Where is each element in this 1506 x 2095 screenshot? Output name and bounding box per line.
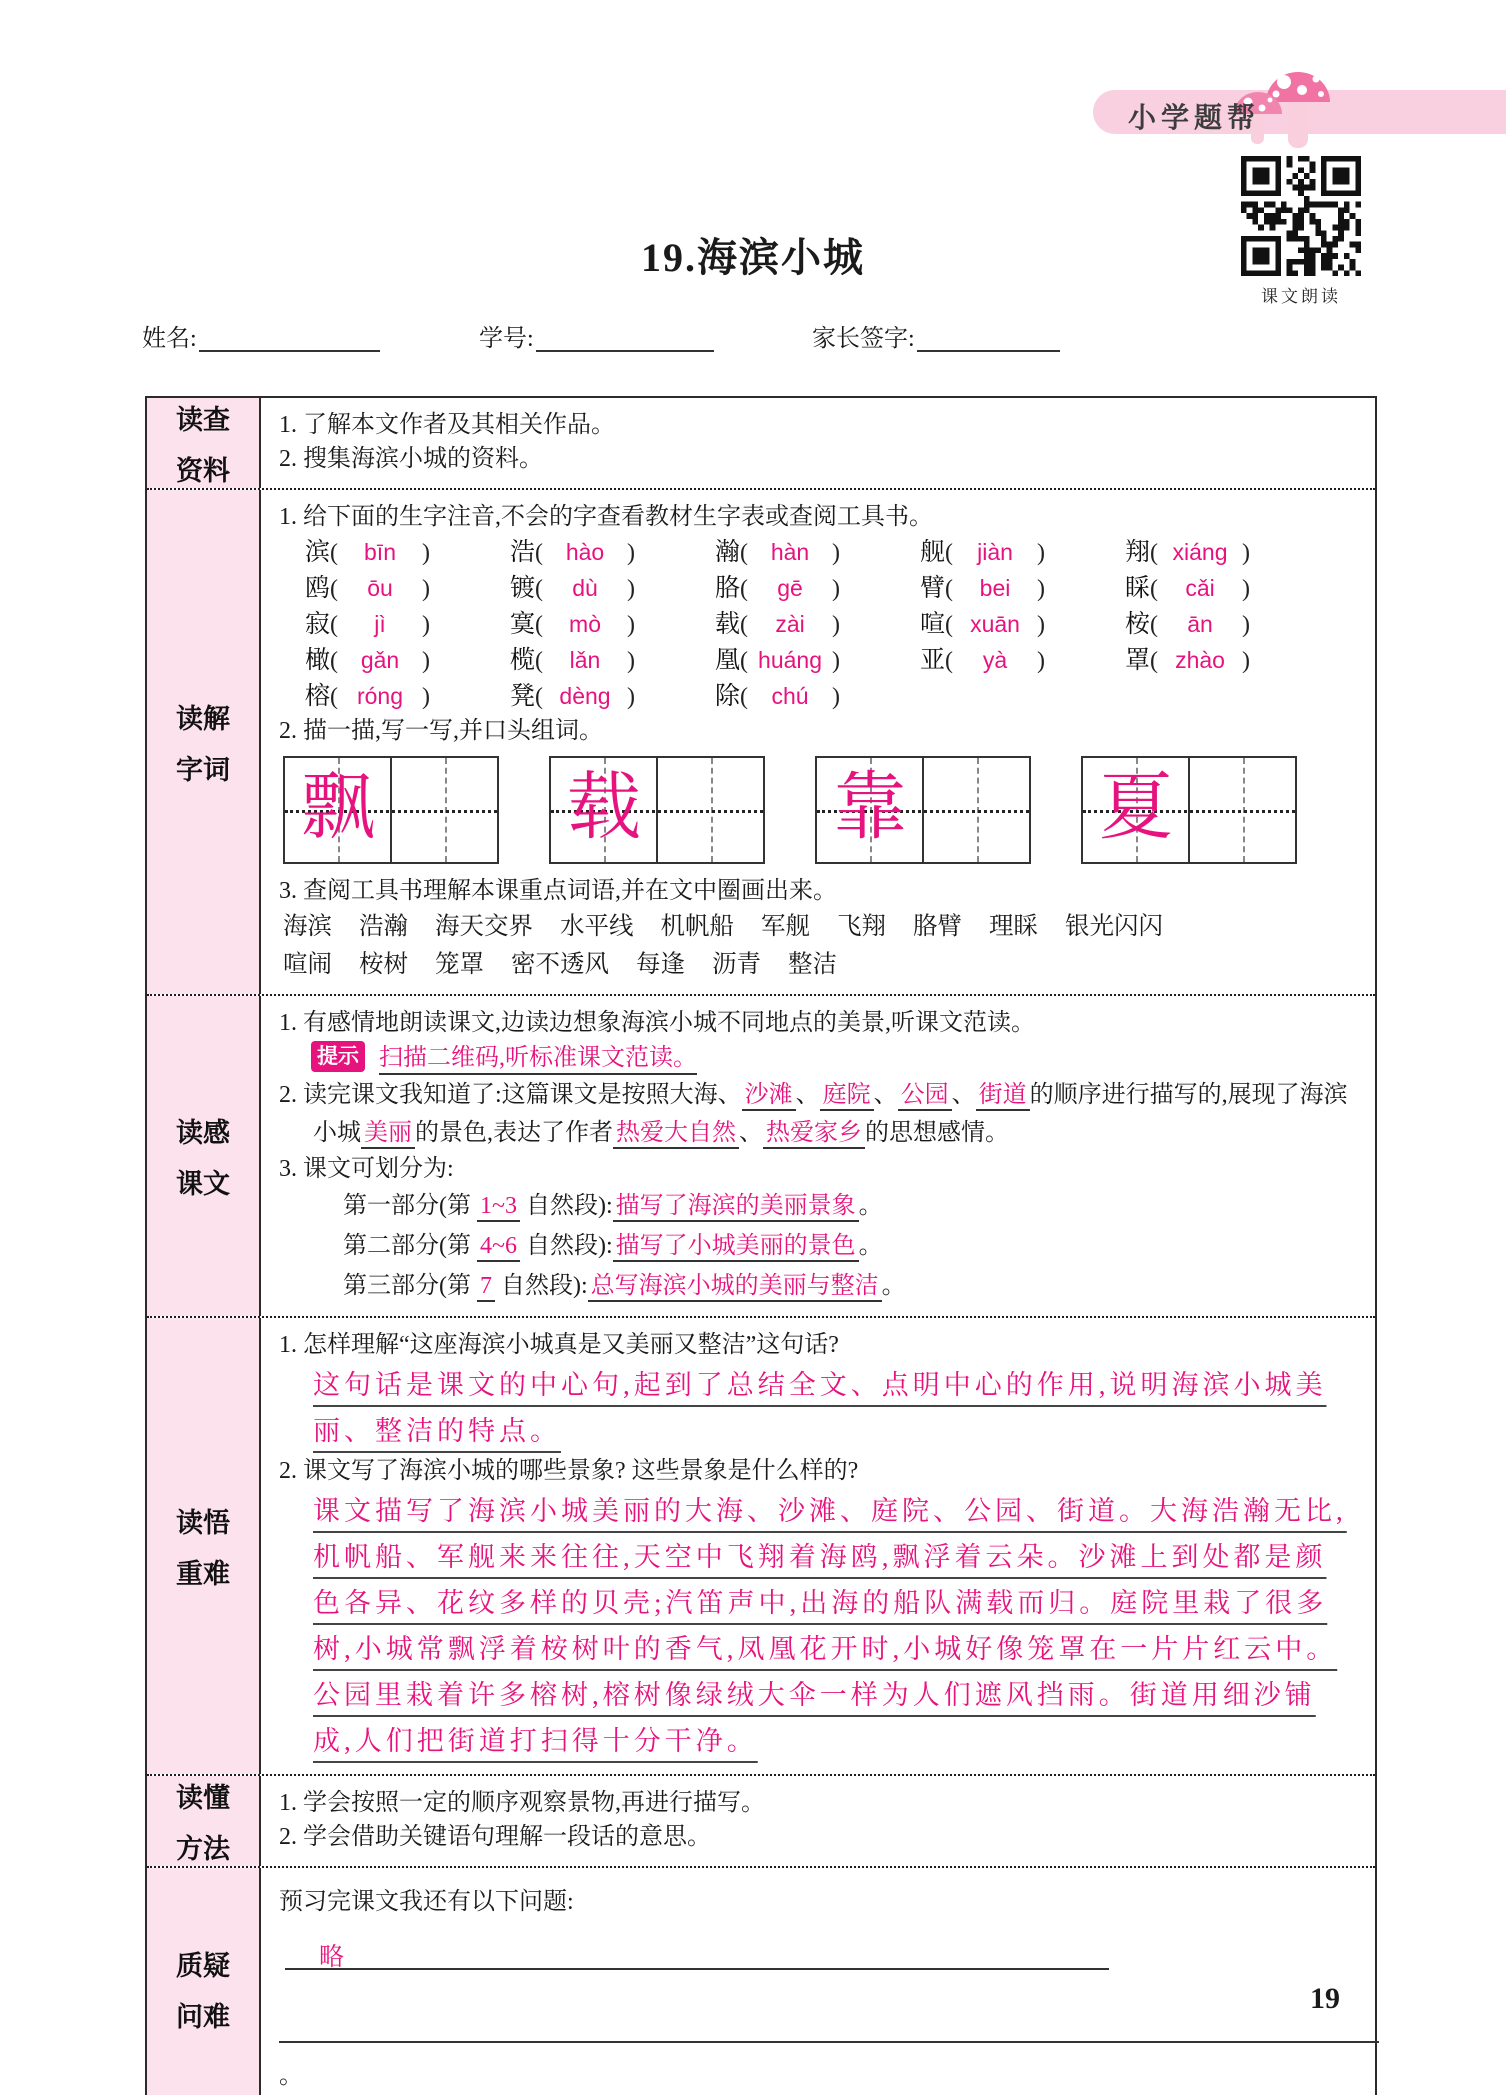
vocabulary-word: 沥青 xyxy=(712,951,761,978)
vocabulary-word: 飞翔 xyxy=(837,913,886,940)
static-text: 第二部分(第 xyxy=(343,1233,477,1259)
character-trace-box: 载 xyxy=(549,756,765,864)
hint-text: 扫描二维码,听标准课文范读。 xyxy=(379,1045,697,1075)
static-text: 。 xyxy=(858,1193,883,1219)
pinyin-entry: 罩( zhào ) xyxy=(1125,647,1251,674)
static-text: 。 xyxy=(881,1273,906,1299)
pinyin-entry: 寂( jì ) xyxy=(305,611,431,638)
answer-blank-text: 描写了小城美丽的景色 xyxy=(613,1233,859,1262)
vocabulary-word: 海滨 xyxy=(283,913,332,940)
vocabulary-word: 密不透风 xyxy=(511,951,609,978)
vocabulary-word: 理睬 xyxy=(989,913,1038,940)
study-table xyxy=(145,396,1377,2095)
pinyin-row xyxy=(279,570,1355,606)
pinyin-entry: 橄( gǎn ) xyxy=(305,647,431,674)
name-label: 姓名: xyxy=(142,326,197,352)
row-label-reading: 读感 课文 xyxy=(147,996,261,1316)
static-text: 、 xyxy=(951,1082,976,1108)
answer-blank-text: 描写了海滨的美丽景象 xyxy=(613,1193,859,1222)
part-line-2 xyxy=(279,1226,1355,1266)
character-trace-box: 靠 xyxy=(815,756,1031,864)
row-label-words: 读解 字词 xyxy=(147,490,261,994)
method-line-2: 2. 学会借助关键语句理解一段话的意思。 xyxy=(279,1824,711,1850)
reading-item-1: 1. 有感情地朗读课文,边读边想象海滨小城不同地点的美景,听课文范读。 xyxy=(279,1010,1035,1036)
character-trace-box: 夏 xyxy=(1081,756,1297,864)
pinyin-entry: 寞( mò ) xyxy=(510,611,636,638)
research-line-2: 2. 搜集海滨小城的资料。 xyxy=(279,446,543,472)
brand-label: 小学题帮 xyxy=(1128,103,1261,134)
word-list-line xyxy=(279,946,1355,984)
word-list xyxy=(279,908,1355,984)
pinyin-grid xyxy=(279,534,1355,714)
table-row-reading xyxy=(147,996,1375,1318)
pinyin-entry: 滨( bīn ) xyxy=(305,539,431,566)
pinyin-row xyxy=(279,534,1355,570)
trace-instruction: 2. 描一描,写一写,并口头组词。 xyxy=(279,718,603,744)
pinyin-entry: 榄( lǎn ) xyxy=(510,647,636,674)
vocabulary-word: 胳臂 xyxy=(913,913,962,940)
pinyin-entry: 载( zài ) xyxy=(715,611,841,638)
trace-boxes xyxy=(283,756,1355,864)
pinyin-entry: 除( chú ) xyxy=(715,683,841,710)
page-number: 19 xyxy=(1310,1982,1340,2015)
name-blank xyxy=(199,322,380,352)
vocabulary-word: 水平线 xyxy=(560,913,634,940)
static-text: 自然段): xyxy=(519,1233,613,1259)
static-text: 的顺序进行描写的,展现了海滨小城 xyxy=(313,1082,1348,1146)
vocabulary-word: 银光闪闪 xyxy=(1065,913,1163,940)
answer-blank-text: 1~3 xyxy=(477,1193,520,1222)
research-line-1: 1. 了解本文作者及其相关作品。 xyxy=(279,412,615,438)
answer-blank-text: 4~6 xyxy=(477,1233,520,1262)
pinyin-instruction: 1. 给下面的生字注音,不会的字查看教材生字表或查阅工具书。 xyxy=(279,504,933,530)
pinyin-entry: 镀( dù ) xyxy=(510,575,636,602)
pinyin-row xyxy=(279,606,1355,642)
table-row-methods xyxy=(147,1776,1375,1868)
questions-answer-blank: 略 xyxy=(285,1934,1109,1970)
answer-blank-text: 街道 xyxy=(976,1082,1030,1111)
questions-tail-period: 。 xyxy=(279,2063,303,2089)
static-text: 2. 读完课文我知道了:这篇课文是按照大海、 xyxy=(279,1082,742,1108)
pinyin-entry: 浩( hào ) xyxy=(510,539,636,566)
static-text: 自然段): xyxy=(519,1193,613,1219)
questions-prompt: 预习完课文我还有以下问题: xyxy=(279,1889,574,1915)
answer-blank-text: 沙滩 xyxy=(742,1082,796,1111)
reading-item-2 xyxy=(279,1076,1355,1152)
vocabulary-word: 机帆船 xyxy=(660,913,734,940)
vocabulary-word: 笼罩 xyxy=(435,951,484,978)
vocabulary-word: 海天交界 xyxy=(435,913,533,940)
qr-caption: 课文朗读 xyxy=(1261,287,1341,306)
pinyin-entry: 翔( xiáng ) xyxy=(1125,539,1251,566)
table-row-questions xyxy=(147,1868,1375,2095)
static-text: 的景色,表达了作者 xyxy=(415,1120,613,1146)
wordlist-instruction: 3. 查阅工具书理解本课重点词语,并在文中圈画出来。 xyxy=(279,878,837,904)
table-row-words xyxy=(147,490,1375,996)
pinyin-entry: 凳( dèng ) xyxy=(510,683,636,710)
row-label-research: 读查 资料 xyxy=(147,398,261,488)
parent-sign-label: 家长签字: xyxy=(812,326,915,352)
question-2: 2. 课文写了海滨小城的哪些景象? 这些景象是什么样的? xyxy=(279,1458,859,1484)
part-line-3 xyxy=(279,1266,1355,1306)
static-text: 第一部分(第 xyxy=(343,1193,477,1219)
pinyin-entry: 亚( yà ) xyxy=(920,647,1046,674)
static-text: 的思想感情。 xyxy=(865,1120,1009,1146)
character-trace-box: 飘 xyxy=(283,756,499,864)
vocabulary-word: 浩瀚 xyxy=(359,913,408,940)
vocabulary-word: 整洁 xyxy=(788,951,837,978)
static-text: 、 xyxy=(873,1082,898,1108)
vocabulary-word: 桉树 xyxy=(359,951,408,978)
reading-item-3: 3. 课文可划分为: xyxy=(279,1156,454,1182)
static-text: 、 xyxy=(739,1120,763,1146)
pinyin-row xyxy=(279,678,1355,714)
pinyin-entry: 胳( gē ) xyxy=(715,575,841,602)
answer-blank-text: 庭院 xyxy=(820,1082,874,1111)
answer-2: 课文描写了海滨小城美丽的大海、沙滩、庭院、公园、街道。大海浩瀚无比,机帆船、军舰来来往往,天空中飞翔着海鸥,飘浮着云朵。沙滩上到处都是颜色各异、花纹多样的贝壳;汽笛声中,出海的船队满载而归。庭院里栽了很多树,小城常飘浮着桉树叶的香气,凤凰花开时,小城好像笼罩在一片片红云中。公园里栽着许多榕树,榕树像绿绒大伞一样为人们遮风挡雨。街道用细沙铺成,人们把街道打扫得十分干净。 xyxy=(313,1496,1347,1756)
name-row xyxy=(0,318,1506,364)
row-label-methods: 读懂 方法 xyxy=(147,1776,261,1866)
static-text: 、 xyxy=(795,1082,820,1108)
pinyin-entry: 桉( ān ) xyxy=(1125,611,1251,638)
answer-blank-text: 总写海滨小城的美丽与整洁 xyxy=(588,1273,882,1302)
page-title: 19.海滨小城 xyxy=(641,235,865,280)
student-id-blank xyxy=(536,322,714,352)
part-line-1 xyxy=(279,1186,1355,1226)
pinyin-entry: 舰( jiàn ) xyxy=(920,539,1046,566)
question-1: 1. 怎样理解“这座海滨小城真是又美丽又整洁”这句话? xyxy=(279,1332,839,1358)
pinyin-entry: 臂( bei ) xyxy=(920,575,1046,602)
vocabulary-word: 每逢 xyxy=(636,951,685,978)
student-id-label: 学号: xyxy=(479,326,534,352)
pinyin-entry: 睬( cǎi ) xyxy=(1125,575,1251,602)
static-text: 第三部分(第 xyxy=(343,1273,477,1299)
static-text: 自然段): xyxy=(495,1273,588,1299)
hint-line xyxy=(279,1040,1355,1076)
pinyin-entry: 喧( xuān ) xyxy=(920,611,1046,638)
answer-blank-text: 热爱大自然 xyxy=(613,1120,739,1149)
row-label-key-points: 读悟 重难 xyxy=(147,1318,261,1774)
answer-1: 这句话是课文的中心句,起到了总结全文、点明中心的作用,说明海滨小城美丽、整洁的特点。 xyxy=(313,1370,1327,1446)
answer-blank-text: 美丽 xyxy=(361,1120,415,1149)
row-label-questions: 质疑 问难 xyxy=(147,1868,261,2095)
vocabulary-word: 军舰 xyxy=(761,913,810,940)
answer-blank-text: 7 xyxy=(477,1273,495,1302)
static-text: 。 xyxy=(858,1233,883,1259)
answer-blank-text: 公园 xyxy=(898,1082,952,1111)
pinyin-entry: 鸥( ōu ) xyxy=(305,575,431,602)
questions-blank-2 xyxy=(279,2007,1379,2043)
answer-blank-text: 热爱家乡 xyxy=(763,1120,865,1149)
word-list-line xyxy=(279,908,1355,946)
pinyin-entry: 榕( róng ) xyxy=(305,683,431,710)
vocabulary-word: 喧闹 xyxy=(283,951,332,978)
table-row-research xyxy=(147,398,1375,490)
method-line-1: 1. 学会按照一定的顺序观察景物,再进行描写。 xyxy=(279,1790,765,1816)
pinyin-row xyxy=(279,642,1355,678)
hint-tag: 提示 xyxy=(311,1041,365,1072)
pinyin-entry: 凰( huáng ) xyxy=(715,647,841,674)
table-row-key-points xyxy=(147,1318,1375,1776)
parent-sign-blank xyxy=(917,322,1060,352)
pinyin-entry: 瀚( hàn ) xyxy=(715,539,841,566)
